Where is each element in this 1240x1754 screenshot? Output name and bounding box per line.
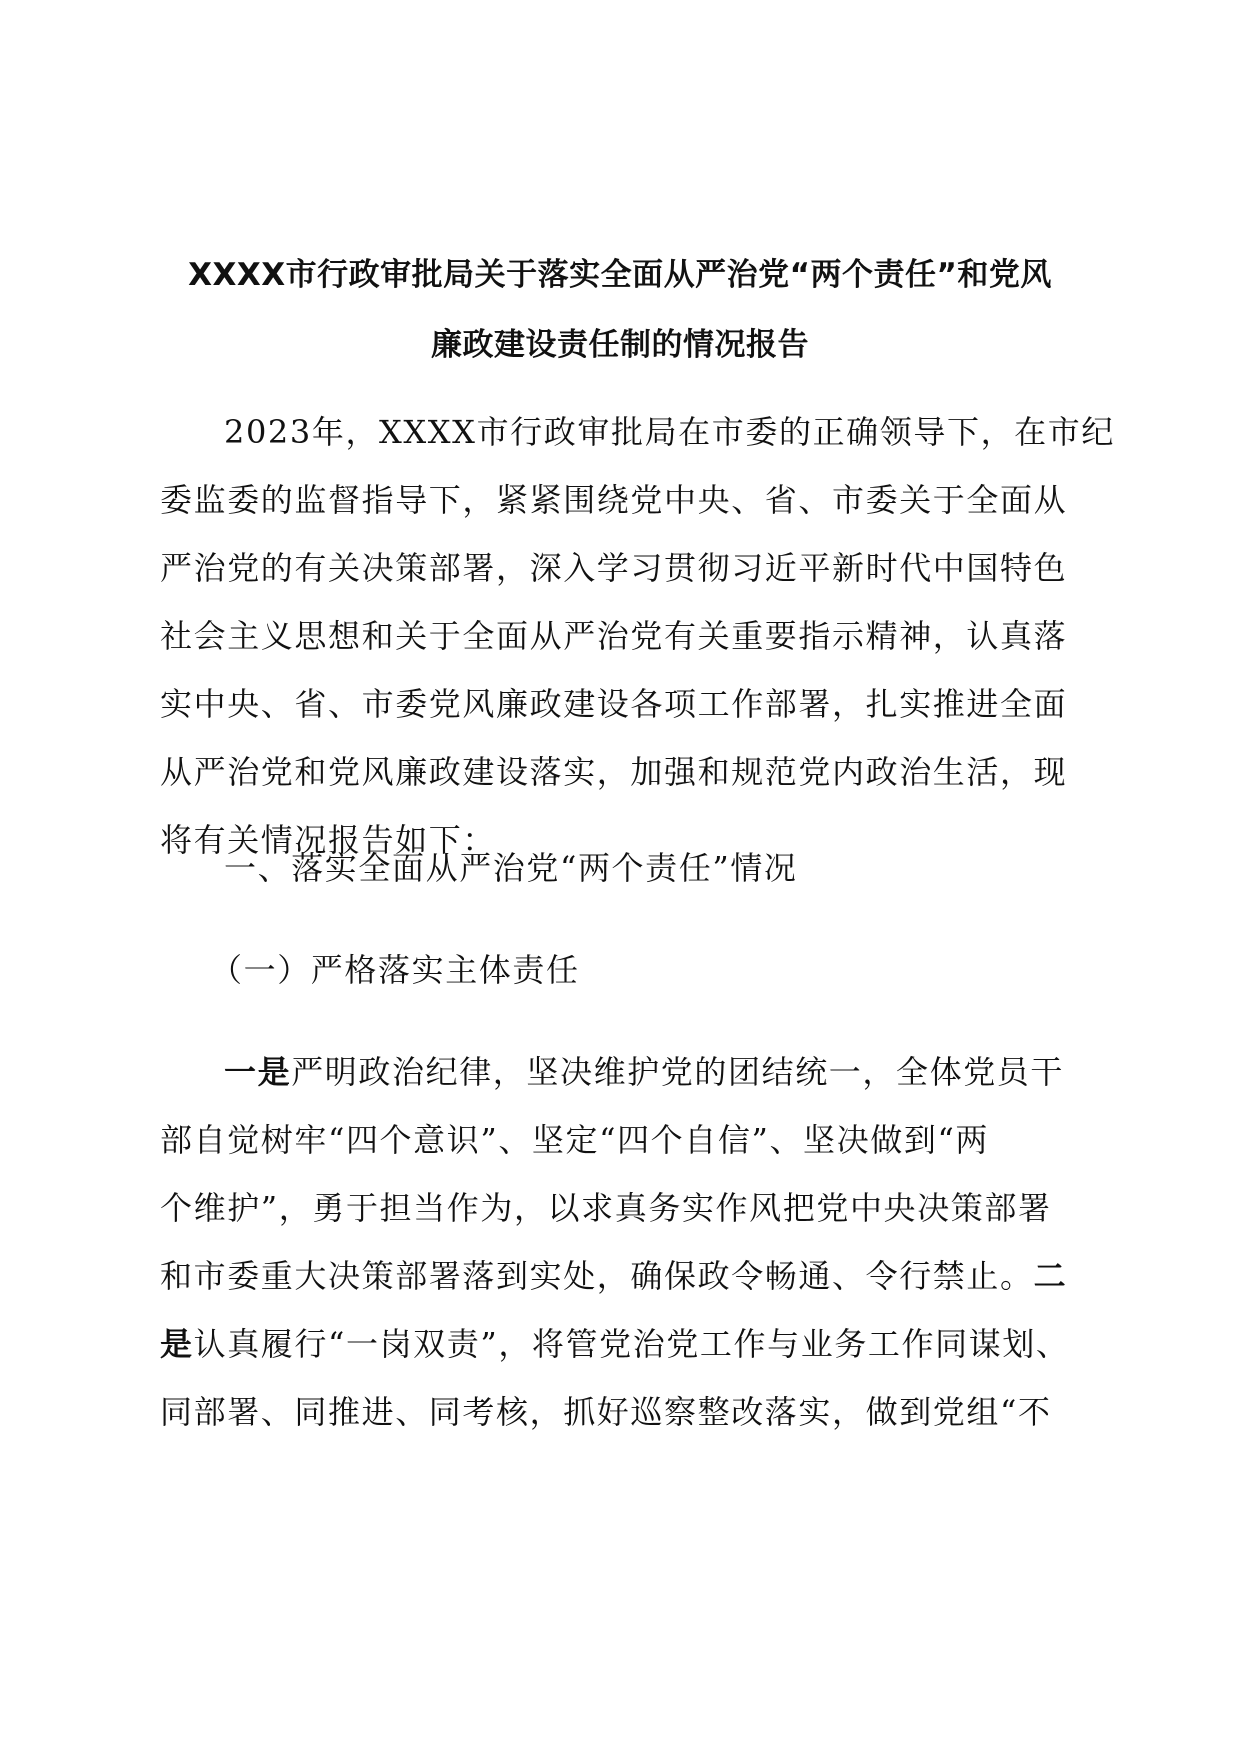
section-heading: 一、落实全面从严治党“两个责任”情况	[224, 849, 798, 887]
body-line: 部自觉树牢“四个意识”、坚定“四个自信”、坚决做到“两	[160, 1121, 989, 1159]
point-marker: 二	[1033, 1257, 1068, 1295]
intro-line: 从严治党和党风廉政建设落实，加强和规范党内政治生活，现	[160, 753, 1068, 791]
body-line	[160, 1242, 1085, 1310]
intro-line: 社会主义思想和关于全面从严治党有关重要指示精神，认真落	[160, 617, 1068, 655]
point-marker: 是	[160, 1325, 194, 1363]
body-line	[160, 1038, 1085, 1106]
intro-line: 2023年，XXXX市行政审批局在市委的正确领导下，在市纪	[224, 413, 1115, 451]
body-line	[160, 1310, 1085, 1378]
body-text: 严明政治纪律，坚决维护党的团结统一，全体党员干	[291, 1053, 1065, 1091]
title-line-2: 廉政建设责任制的情况报告	[431, 327, 809, 363]
body-line: 个维护”，勇于担当作为，以求真务实作风把党中央决策部署	[160, 1189, 1052, 1227]
subsection-heading: （一）严格落实主体责任	[210, 951, 580, 989]
intro-line: 将有关情况报告如下：	[160, 821, 497, 859]
title-line-1: XXXX市行政审批局关于落实全面从严治党“两个责任”和党风	[188, 257, 1052, 293]
intro-line: 实中央、省、市委党风廉政建设各项工作部署，扎实推进全面	[160, 685, 1068, 723]
body-text: 和市委重大决策部署落到实处，确保政令畅通、令行禁止。	[160, 1257, 1034, 1295]
point-marker: 一是	[224, 1053, 292, 1091]
body-paragraph	[160, 1038, 1085, 1446]
intro-paragraph	[160, 398, 1115, 874]
intro-line: 委监委的监督指导下，紧紧围绕党中央、省、市委关于全面从	[160, 481, 1068, 519]
body-text: 认真履行“一岗双责”，将管党治党工作与业务工作同谋划、	[193, 1325, 1070, 1363]
body-line: 同部署、同推进、同考核，抓好巡察整改落实，做到党组“不	[160, 1393, 1052, 1431]
intro-line: 严治党的有关决策部署，深入学习贯彻习近平新时代中国特色	[160, 549, 1068, 587]
document-title	[150, 240, 1090, 380]
